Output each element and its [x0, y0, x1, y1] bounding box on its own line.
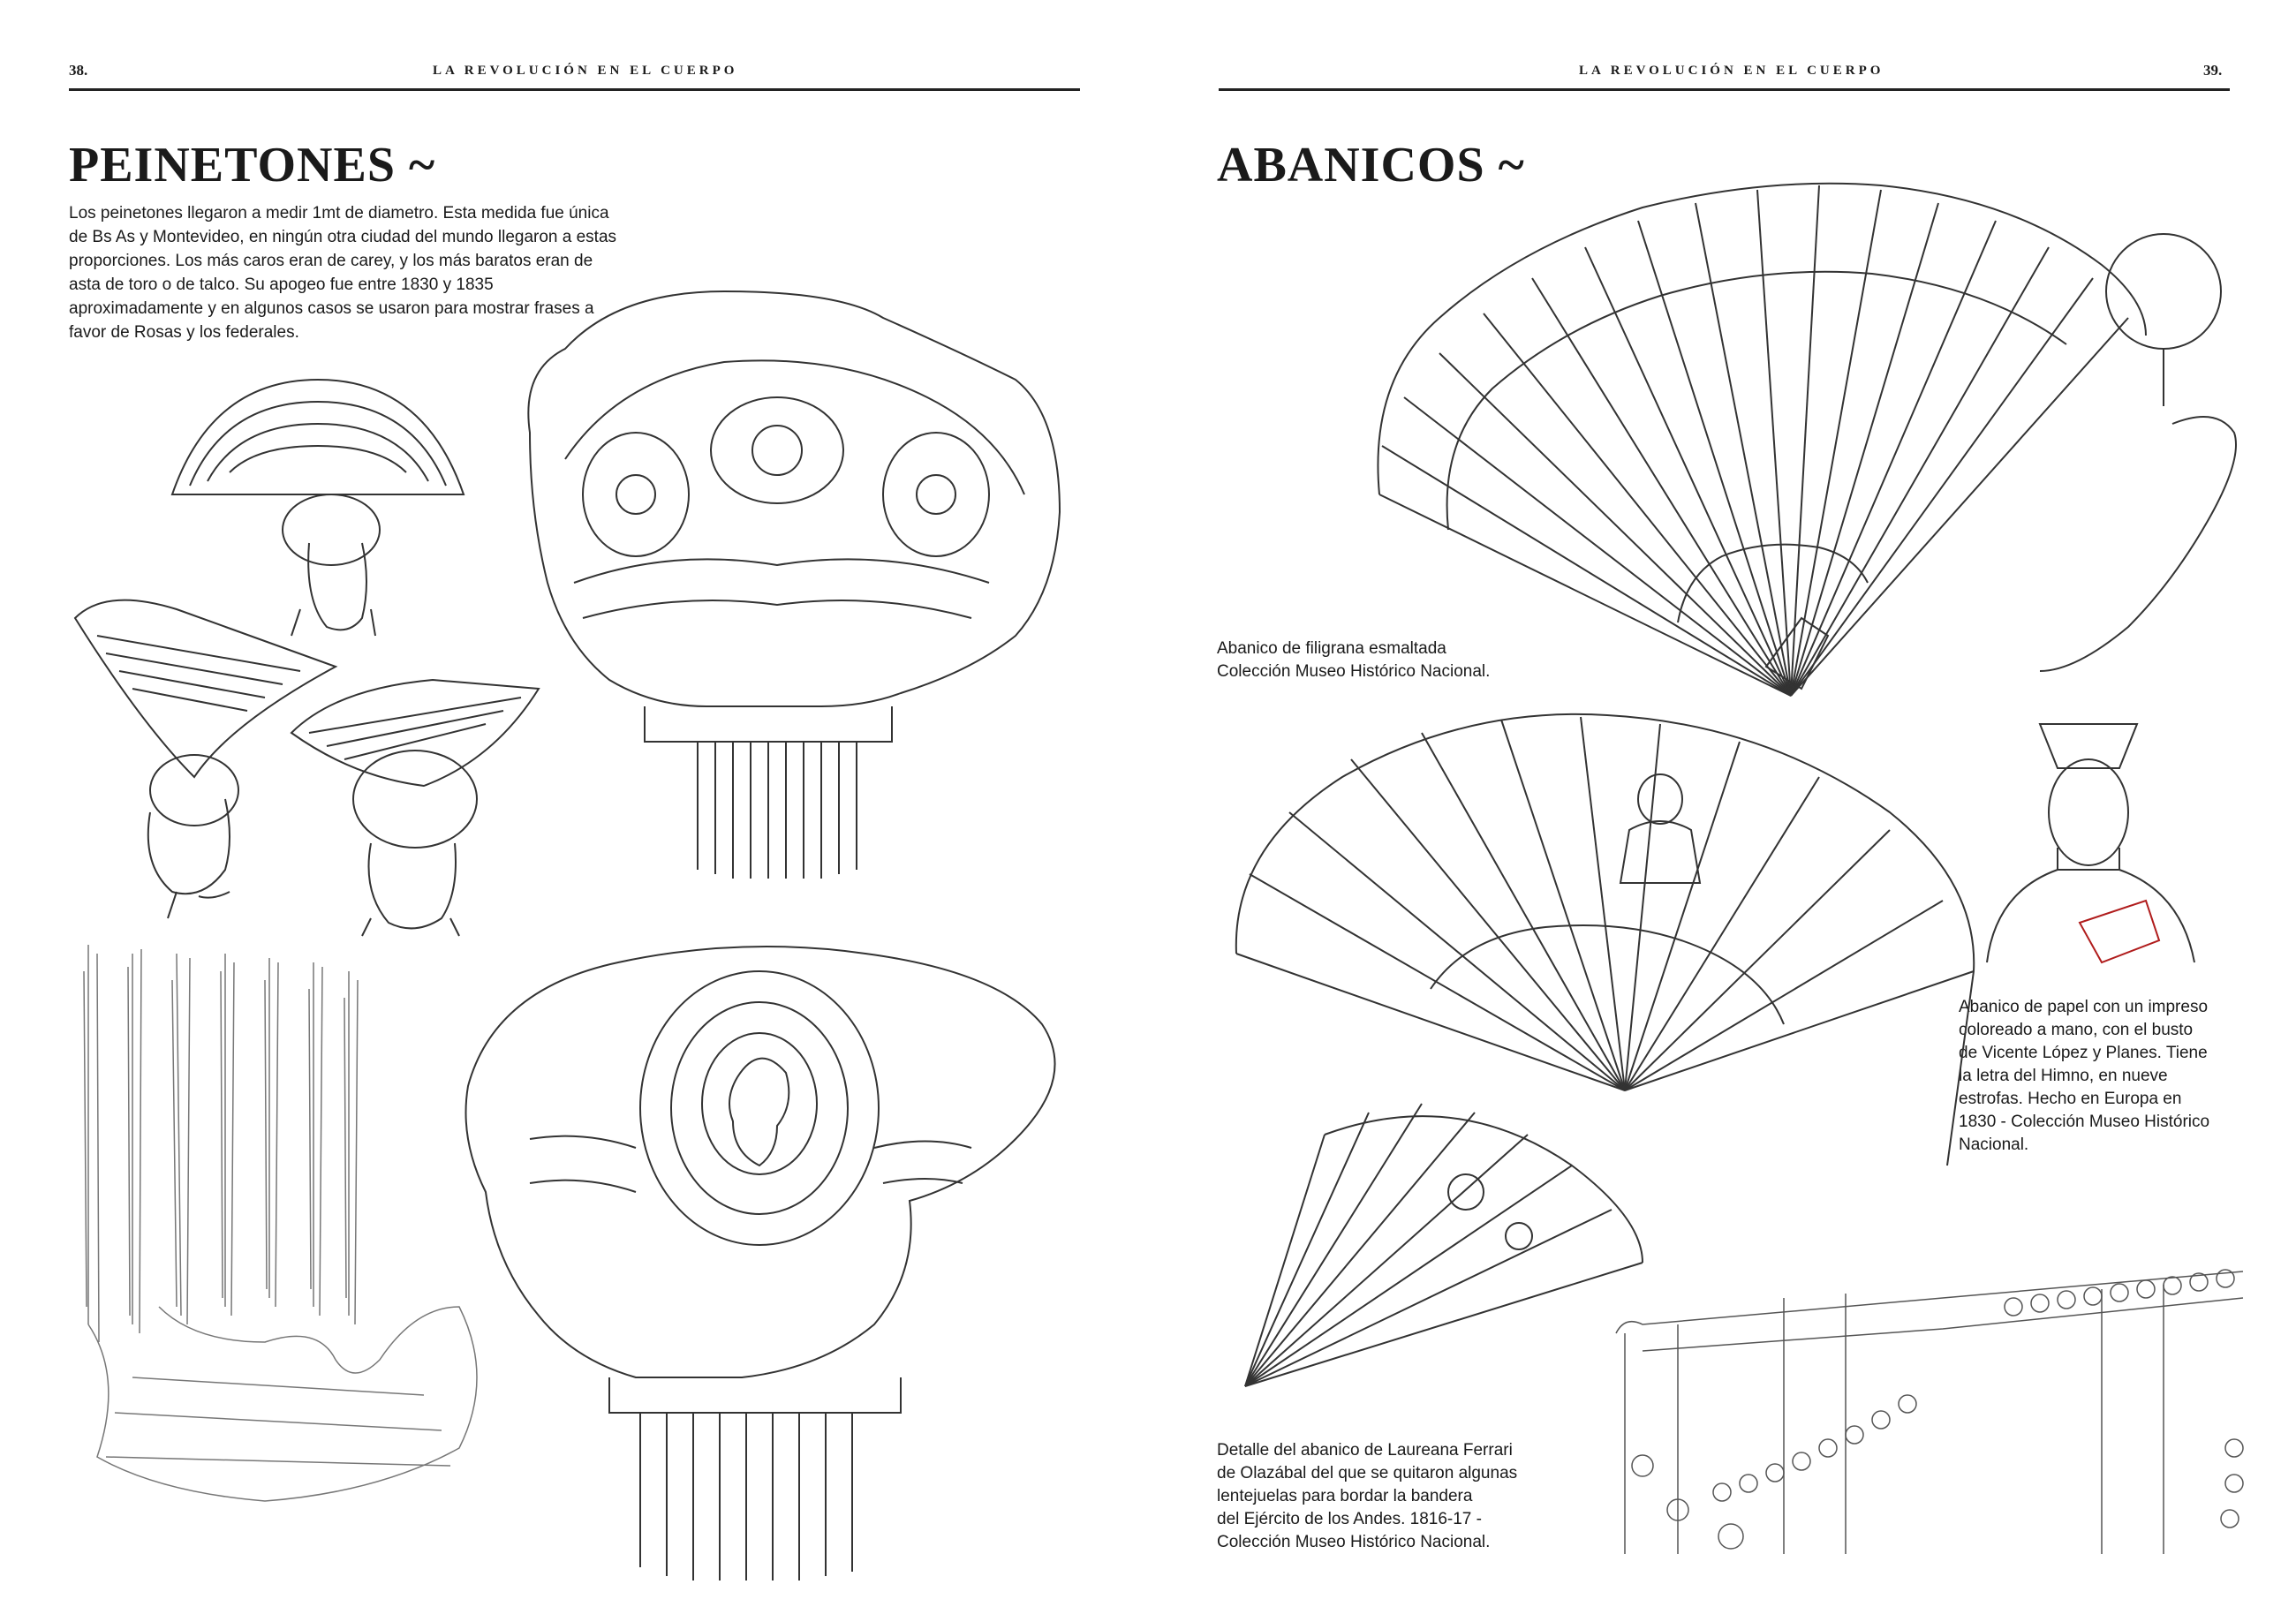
page-title: PEINETONES ~ [69, 138, 436, 192]
abanicos-illustrations [1148, 0, 2296, 1622]
page-number: 38. [69, 62, 88, 79]
sequin-fan-illustration [1245, 0, 2296, 1386]
woman-with-fan-illustration [1987, 724, 2194, 962]
filigree-fan-illustration [1378, 184, 2236, 696]
running-head: LA REVOLUCIÓN EN EL CUERPO [1579, 64, 1884, 78]
portrait-comb-illustration [466, 947, 1055, 1581]
intro-paragraph: Los peinetones llegaron a medir 1mt de diametro. Esta medida fue única de Bs As y Montevideo, en ningún otra ciudad del mundo llegaron a estas proporciones. Los más caros eran de carey, y los más baratos eran de asta de toro o de talco. Su apogeo fue entre 1830 y 1835 aproximadamente y en algunos casos se usaron para mostrar frases a favor de Rosas y los federales. [69, 204, 617, 342]
right-page [1148, 0, 2296, 1622]
page-number: 39. [2203, 62, 2223, 79]
woman-with-comb-illustration-1 [172, 380, 464, 636]
woman-with-comb-illustration-3 [291, 680, 539, 936]
paper-fan-illustration [1236, 714, 1974, 1166]
woman-with-comb-illustration-2 [75, 600, 336, 918]
large-carved-comb-illustration [528, 291, 1060, 879]
caption-detail-fan: Detalle del abanico de Laureana Ferrari de Olazábal del que se quitaron algunas lentejuelas para bordar la bandera del Ejército de los Andes. 1816-17 - Colección Museo Histórico Nacional. [1217, 1441, 1518, 1551]
caption-filigree-fan: Abanico de filigrana esmaltada Colección Museo Histórico Nacional. [1217, 639, 1491, 681]
hair-sketch-illustration [84, 945, 477, 1501]
sequin-detail-illustration [1616, 1270, 2243, 1554]
page-title: ABANICOS ~ [1217, 138, 1525, 192]
caption-paper-fan: Abanico de papel con un impreso coloreado a mano, con el busto de Vicente López y Planes. Tiene la letra del Himno, en nueve estrofas. Hecho en Europa en 1830 - Colección Museo Histórico Nacional. [1959, 998, 2210, 1154]
running-head: LA REVOLUCIÓN EN EL CUERPO [433, 64, 738, 78]
